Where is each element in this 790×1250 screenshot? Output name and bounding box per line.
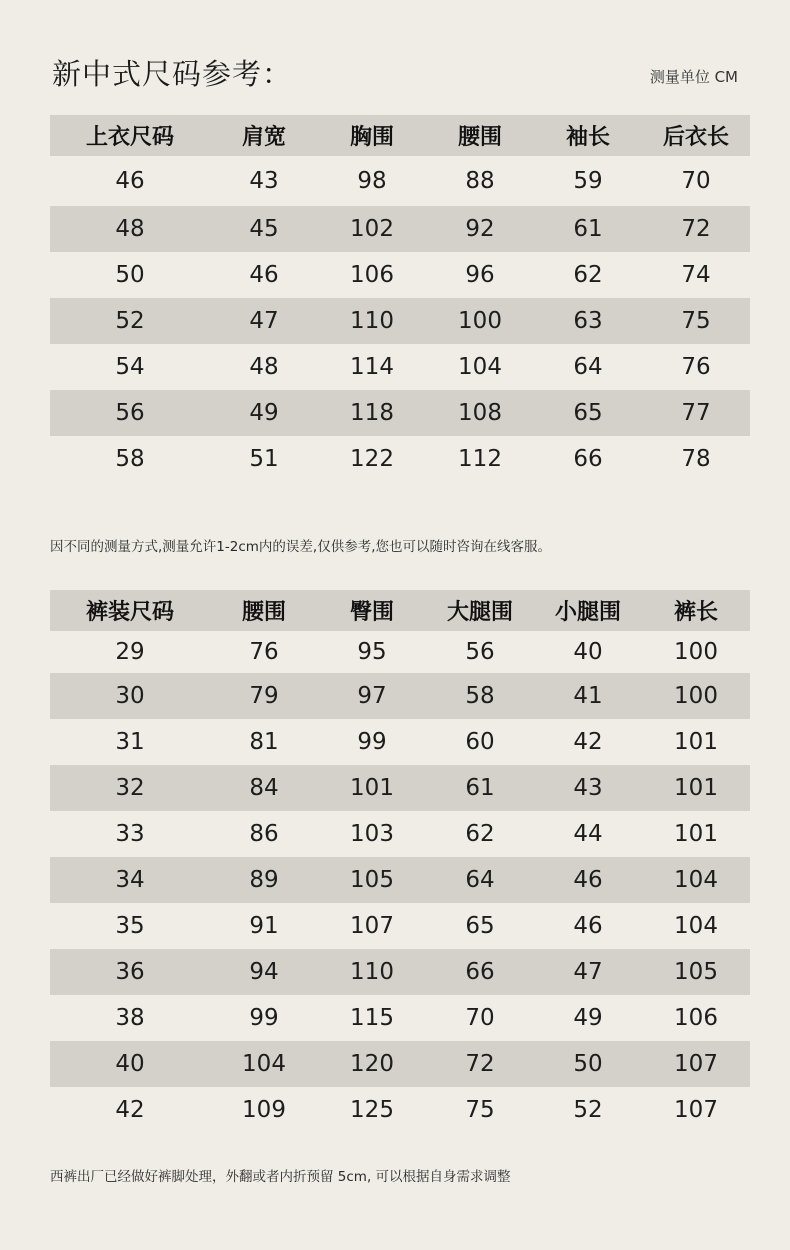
- column-header: 袖长: [565, 125, 610, 150]
- page-title: 新中式尺码参考：: [52, 57, 293, 91]
- table-cell: 91: [249, 913, 279, 939]
- table-cell: 92: [426, 206, 534, 252]
- column-header: 臀围: [349, 600, 394, 625]
- table-cell: 46: [249, 262, 279, 288]
- table-cell: 76: [681, 354, 711, 380]
- table-row: [50, 903, 750, 949]
- table-row: [50, 765, 750, 811]
- table-cell: 42: [115, 1097, 145, 1123]
- table-row: [50, 1041, 750, 1087]
- column-header: 腰围: [241, 600, 286, 625]
- table-cell: 99: [357, 729, 387, 755]
- table-cell: 42: [573, 729, 603, 755]
- table-cell: 34: [50, 857, 210, 903]
- table-cell: 118: [318, 390, 426, 436]
- table-cell: 120: [318, 1041, 426, 1087]
- column-header: 上衣尺码: [85, 125, 174, 150]
- table-cell: 47: [210, 298, 318, 344]
- table-row: [50, 857, 750, 903]
- table-cell: 125: [350, 1097, 394, 1123]
- table-cell: 49: [210, 390, 318, 436]
- table-cell: 64: [573, 354, 603, 380]
- table-cell: 104: [210, 1041, 318, 1087]
- table-cell: 102: [318, 206, 426, 252]
- table-cell: 122: [350, 446, 394, 472]
- table-cell: 48: [249, 354, 279, 380]
- table-cell: 60: [465, 729, 495, 755]
- table-cell: 88: [465, 168, 495, 194]
- column-header: 裤装尺码: [85, 600, 174, 625]
- table-cell: 94: [210, 949, 318, 995]
- table-cell: 86: [249, 821, 279, 847]
- trouser-hem-note: 西裤出厂已经做好裤脚处理，外翻或者内折预留 5cm, 可以根据自身需求调整: [50, 1169, 511, 1185]
- table-row: [50, 436, 750, 482]
- table-cell: 81: [249, 729, 279, 755]
- table-cell: 70: [465, 1005, 495, 1031]
- table-cell: 101: [642, 765, 750, 811]
- table-row: [50, 1087, 750, 1133]
- table-cell: 38: [115, 1005, 145, 1031]
- table-row: [50, 673, 750, 719]
- table-cell: 40: [573, 639, 603, 665]
- table-cell: 95: [357, 639, 387, 665]
- table-cell: 30: [50, 673, 210, 719]
- table-cell: 66: [573, 446, 603, 472]
- table-cell: 106: [674, 1005, 718, 1031]
- table-cell: 44: [573, 821, 603, 847]
- table-cell: 29: [115, 639, 145, 665]
- measurement-note: 因不同的测量方式,测量允许1-2cm内的误差,仅供参考,您也可以随时咨询在线客服。: [50, 539, 551, 555]
- table-cell: 52: [573, 1097, 603, 1123]
- table-row: [50, 631, 750, 673]
- table-cell: 98: [357, 168, 387, 194]
- table-cell: 107: [350, 913, 394, 939]
- table-cell: 46: [573, 913, 603, 939]
- table-row: [50, 390, 750, 436]
- table-cell: 72: [642, 206, 750, 252]
- table-cell: 76: [249, 639, 279, 665]
- table-cell: 105: [642, 949, 750, 995]
- table-cell: 31: [115, 729, 145, 755]
- table-cell: 43: [249, 168, 279, 194]
- table-cell: 89: [210, 857, 318, 903]
- table-cell: 104: [674, 913, 718, 939]
- table-cell: 99: [249, 1005, 279, 1031]
- table-row: [50, 811, 750, 857]
- table-cell: 56: [50, 390, 210, 436]
- table-cell: 96: [465, 262, 495, 288]
- table-cell: 103: [350, 821, 394, 847]
- table-cell: 72: [426, 1041, 534, 1087]
- column-header: 小腿围: [554, 600, 621, 625]
- table-cell: 36: [50, 949, 210, 995]
- table-row: [50, 719, 750, 765]
- column-header: 裤长: [673, 600, 718, 625]
- table-row: [50, 344, 750, 390]
- table-cell: 110: [318, 949, 426, 995]
- table-row: [50, 206, 750, 252]
- table-cell: 46: [115, 168, 145, 194]
- table-cell: 104: [458, 354, 502, 380]
- table-cell: 47: [534, 949, 642, 995]
- table-row: [50, 949, 750, 995]
- table-cell: 107: [642, 1041, 750, 1087]
- table-cell: 110: [318, 298, 426, 344]
- table-cell: 35: [115, 913, 145, 939]
- table-cell: 101: [318, 765, 426, 811]
- table-cell: 62: [573, 262, 603, 288]
- table-cell: 75: [642, 298, 750, 344]
- table-cell: 64: [426, 857, 534, 903]
- table-cell: 78: [681, 446, 711, 472]
- table-cell: 46: [534, 857, 642, 903]
- table-cell: 52: [50, 298, 210, 344]
- table-cell: 114: [350, 354, 394, 380]
- table-cell: 108: [426, 390, 534, 436]
- table-row: [50, 298, 750, 344]
- table-cell: 50: [534, 1041, 642, 1087]
- table-cell: 100: [674, 639, 718, 665]
- table-cell: 58: [426, 673, 534, 719]
- table-cell: 104: [642, 857, 750, 903]
- table-cell: 45: [210, 206, 318, 252]
- table-cell: 66: [426, 949, 534, 995]
- measurement-unit: 测量单位 CM: [649, 68, 738, 86]
- column-header: 腰围: [457, 125, 502, 150]
- table-cell: 101: [674, 821, 718, 847]
- table-cell: 41: [534, 673, 642, 719]
- top-size-table: [50, 115, 750, 482]
- table-cell: 48: [50, 206, 210, 252]
- table-cell: 107: [674, 1097, 718, 1123]
- table-cell: 101: [674, 729, 718, 755]
- table-cell: 112: [458, 446, 502, 472]
- table-cell: 100: [426, 298, 534, 344]
- column-header: 大腿围: [446, 600, 513, 625]
- table-cell: 79: [210, 673, 318, 719]
- table-cell: 61: [426, 765, 534, 811]
- table-cell: 33: [115, 821, 145, 847]
- table-cell: 106: [350, 262, 394, 288]
- bottom-size-table: [50, 590, 750, 1133]
- table-cell: 58: [115, 446, 145, 472]
- table-cell: 115: [350, 1005, 394, 1031]
- table-cell: 56: [465, 639, 495, 665]
- table-cell: 100: [642, 673, 750, 719]
- table-cell: 54: [115, 354, 145, 380]
- column-header: 肩宽: [241, 125, 286, 150]
- table-cell: 65: [534, 390, 642, 436]
- table-cell: 75: [465, 1097, 495, 1123]
- column-header: 后衣长: [662, 125, 729, 150]
- table-cell: 65: [465, 913, 495, 939]
- table-cell: 59: [573, 168, 603, 194]
- table-cell: 61: [534, 206, 642, 252]
- table-cell: 74: [681, 262, 711, 288]
- table-cell: 70: [681, 168, 711, 194]
- table-header-row: [50, 115, 750, 156]
- table-row: [50, 252, 750, 298]
- table-cell: 62: [465, 821, 495, 847]
- table-header-row: [50, 590, 750, 631]
- column-header: 胸围: [349, 125, 394, 150]
- table-cell: 43: [534, 765, 642, 811]
- table-cell: 50: [115, 262, 145, 288]
- table-row: [50, 995, 750, 1041]
- table-cell: 51: [249, 446, 279, 472]
- table-row: [50, 156, 750, 206]
- table-cell: 40: [50, 1041, 210, 1087]
- table-cell: 84: [210, 765, 318, 811]
- table-cell: 109: [242, 1097, 286, 1123]
- table-cell: 63: [534, 298, 642, 344]
- table-cell: 32: [50, 765, 210, 811]
- table-cell: 105: [318, 857, 426, 903]
- table-cell: 97: [318, 673, 426, 719]
- table-cell: 77: [642, 390, 750, 436]
- table-cell: 49: [573, 1005, 603, 1031]
